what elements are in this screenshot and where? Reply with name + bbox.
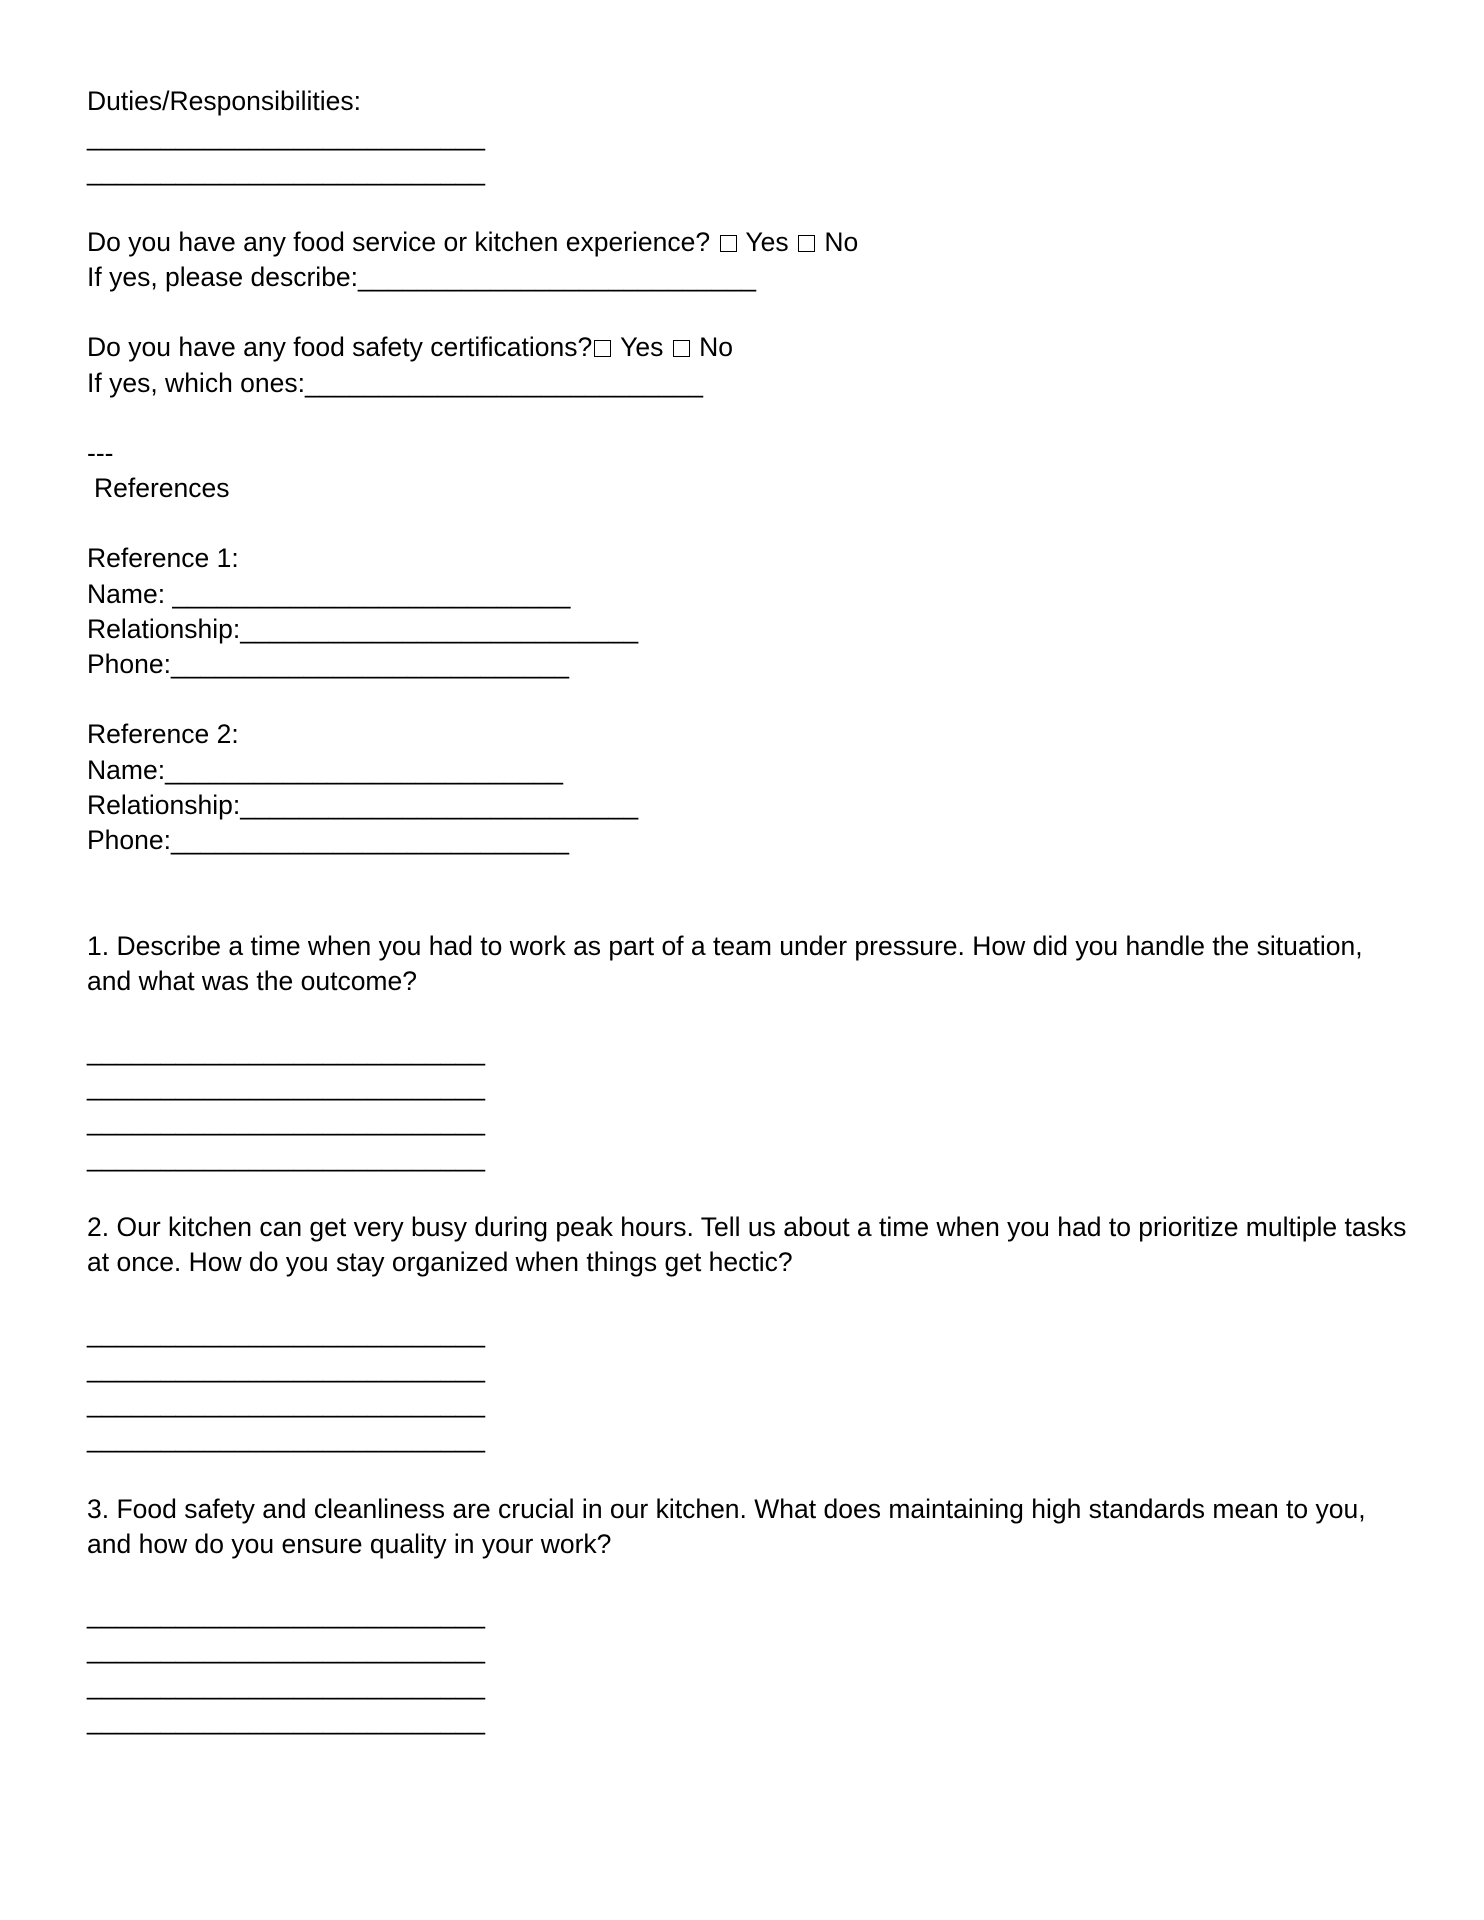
- reference-1-relationship-field[interactable]: ___________________________: [240, 613, 639, 644]
- reference-1-title: Reference 1:: [87, 543, 239, 574]
- duties-line-1[interactable]: ___________________________: [87, 121, 485, 152]
- question-1-text: 1. Describe a time when you had to work as part of a team under pressure. How did you handle the situation, and what was the outcome?: [87, 930, 1363, 996]
- reference-1-name-label: Name:: [87, 578, 173, 609]
- duties-label: Duties/Responsibilities:: [87, 86, 361, 116]
- certifications-no-checkbox[interactable]: [673, 340, 690, 357]
- reference-1-name-row: [87, 577, 1407, 612]
- question-2-text: 2. Our kitchen can get very busy during peak hours. Tell us about a time when you had to prioritize multiple tasks at once. How do you stay organized when things get hectic?: [87, 1212, 1407, 1278]
- duties-line-2[interactable]: ___________________________: [87, 156, 485, 187]
- reference-2-relationship-row: [87, 788, 1407, 823]
- experience-no-checkbox[interactable]: [798, 235, 815, 252]
- reference-2-name-field[interactable]: ___________________________: [165, 754, 563, 785]
- question-2-answer-line[interactable]: ___________________________: [87, 1317, 485, 1348]
- certifications-question: Do you have any food safety certifications?: [87, 332, 593, 363]
- reference-2-phone-label: Phone:: [87, 824, 171, 855]
- experience-followup-field[interactable]: ___________________________: [358, 261, 756, 292]
- question-3-answer-line[interactable]: ___________________________: [87, 1669, 485, 1700]
- reference-2-name-row: [87, 753, 1407, 788]
- certifications-no-label: No: [699, 332, 734, 363]
- reference-2-title: Reference 2:: [87, 719, 239, 750]
- reference-2-phone-field[interactable]: ___________________________: [171, 824, 569, 855]
- reference-2-name-label: Name:: [87, 754, 166, 785]
- experience-yes-checkbox[interactable]: [720, 235, 737, 252]
- reference-1-relationship-label: Relationship:: [87, 613, 241, 644]
- question-3-answer-line[interactable]: ___________________________: [87, 1634, 485, 1665]
- question-1-answer-line[interactable]: ___________________________: [87, 1071, 485, 1102]
- reference-1-phone-field[interactable]: ___________________________: [171, 649, 569, 679]
- experience-question-row: [87, 225, 1407, 260]
- certifications-yes-checkbox[interactable]: [594, 340, 611, 357]
- reference-1-phone-row: [87, 647, 1407, 682]
- certifications-question-row: [87, 330, 1407, 365]
- question-1-answer-line[interactable]: ___________________________: [87, 1141, 485, 1172]
- reference-2-phone-row: [87, 823, 1407, 858]
- question-1-answer-line[interactable]: ___________________________: [87, 1036, 485, 1067]
- experience-followup-label: If yes, please describe:: [87, 261, 359, 292]
- question-2-answer-line[interactable]: ___________________________: [87, 1388, 485, 1419]
- question-3-text: 3. Food safety and cleanliness are crucial in our kitchen. What does maintaining high standards mean to you, and how do you ensure quality in your work?: [87, 1493, 1366, 1559]
- certifications-yes-label: Yes: [620, 332, 664, 363]
- question-1-answer-line[interactable]: ___________________________: [87, 1106, 485, 1137]
- application-form-page: [87, 84, 1407, 1738]
- reference-2-relationship-label: Relationship:: [87, 789, 241, 820]
- references-heading: References: [94, 473, 230, 504]
- section-divider: ---: [87, 437, 114, 468]
- question-2-answer-line[interactable]: ___________________________: [87, 1423, 485, 1454]
- certifications-followup-label: If yes, which ones:: [87, 367, 305, 398]
- experience-question: Do you have any food service or kitchen experience?: [87, 226, 711, 257]
- experience-no-label: No: [824, 226, 859, 257]
- experience-yes-label: Yes: [745, 226, 789, 257]
- reference-1-name-field[interactable]: ___________________________: [172, 578, 571, 609]
- reference-2-relationship-field[interactable]: ___________________________: [240, 789, 639, 820]
- question-3-answer-line[interactable]: ___________________________: [87, 1599, 485, 1630]
- certifications-followup-field[interactable]: ___________________________: [305, 367, 703, 398]
- reference-1-phone-label: Phone:: [87, 649, 171, 679]
- reference-1-relationship-row: [87, 612, 1407, 647]
- question-3-answer-line[interactable]: ___________________________: [87, 1704, 485, 1735]
- experience-followup-row: [87, 260, 1407, 295]
- certifications-followup-row: [87, 366, 1407, 401]
- question-2-answer-line[interactable]: ___________________________: [87, 1352, 485, 1383]
